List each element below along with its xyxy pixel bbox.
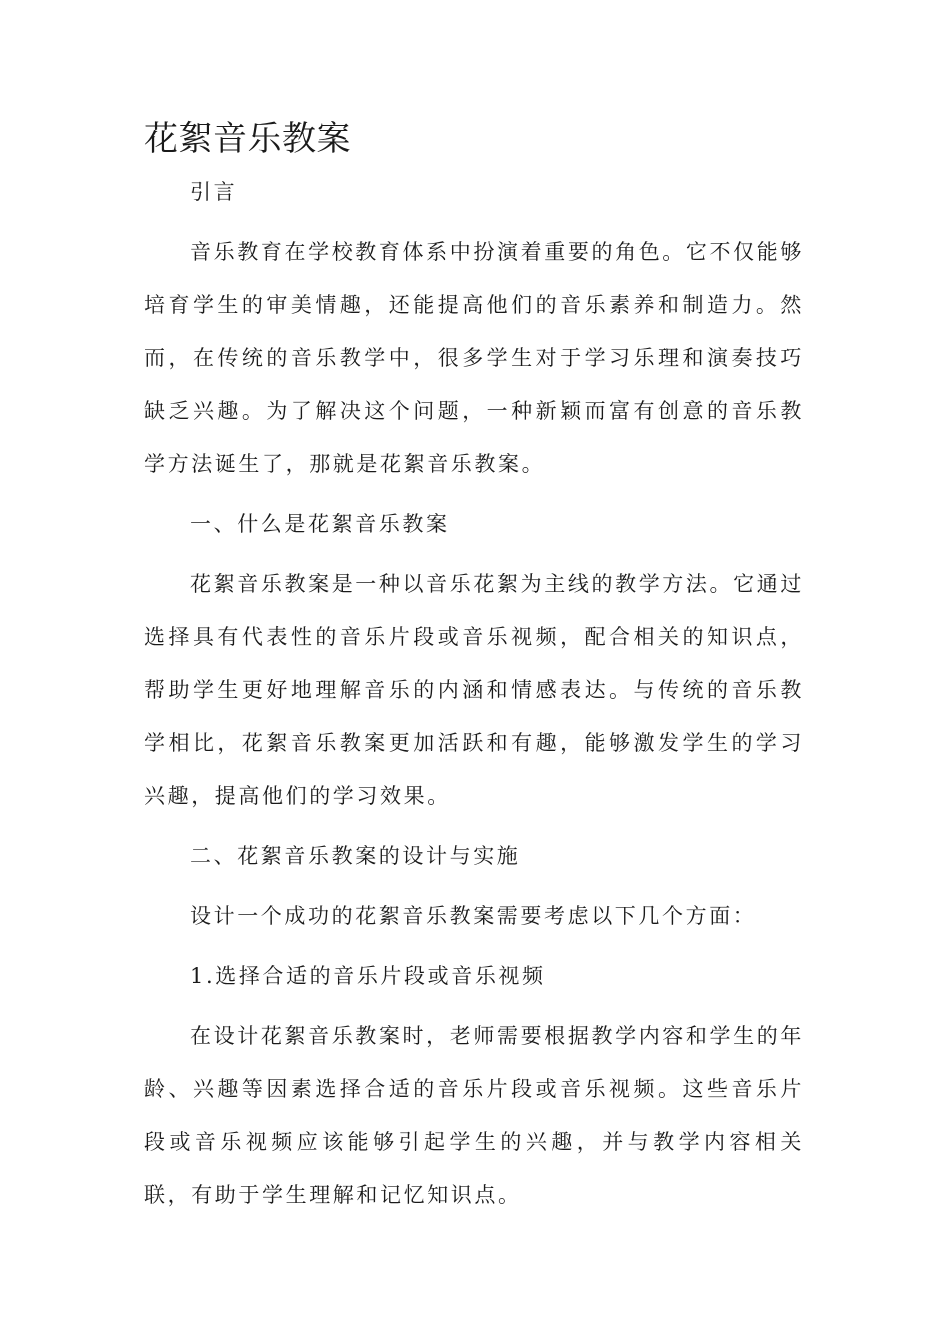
intro-paragraph: 音乐教育在学校教育体系中扮演着重要的角色。它不仅能够培育学生的审美情趣，还能提高他们的音乐素养和制造力。然而，在传统的音乐教学中，很多学生对于学习乐理和演奏技巧缺乏兴趣。为了解决这个问题，一种新颖而富有创意的音乐教学方法诞生了，那就是花絮音乐教案。 [144, 240, 804, 476]
document-body [144, 166, 804, 1222]
intro-heading: 引言 [190, 180, 238, 204]
item1-paragraph: 在设计花絮音乐教案时，老师需要根据教学内容和学生的年龄、兴趣等因素选择合适的音乐片段或音乐视频。这些音乐片段或音乐视频应该能够引起学生的兴趣，并与教学内容相关联，有助于学生理解和记忆知识点。 [144, 1024, 804, 1207]
section2-intro: 设计一个成功的花絮音乐教案需要考虑以下几个方面： [190, 904, 757, 928]
section1-paragraph: 花絮音乐教案是一种以音乐花絮为主线的教学方法。它通过选择具有代表性的音乐片段或音乐视频，配合相关的知识点，帮助学生更好地理解音乐的内涵和情感表达。与传统的音乐教学相比，花絮音乐教案更加活跃和有趣，能够激发学生的学习兴趣，提高他们的学习效果。 [144, 572, 804, 808]
item1-heading: 1.选择合适的音乐片段或音乐视频 [190, 964, 546, 988]
section1-heading: 一、什么是花絮音乐教案 [190, 512, 450, 536]
document-title: 花絮音乐教案 [144, 119, 351, 159]
section2-heading: 二、花絮音乐教案的设计与实施 [190, 844, 521, 868]
